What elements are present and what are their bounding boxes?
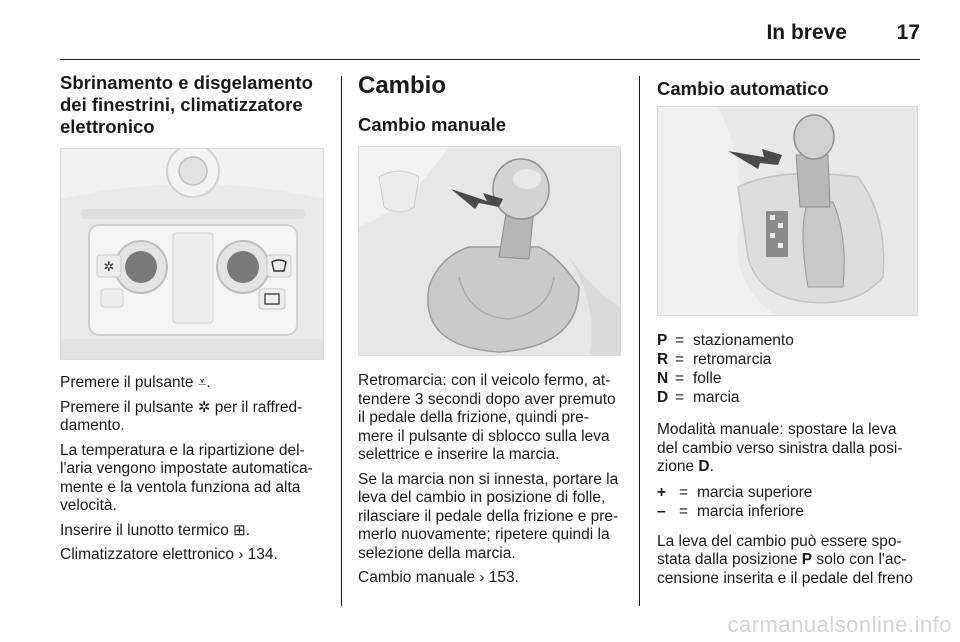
legend-row-d <box>657 388 920 407</box>
page-number: 17 <box>896 21 920 44</box>
text-line <box>657 458 920 477</box>
gear-position-legend <box>657 331 920 407</box>
column-divider-2 <box>639 76 640 606</box>
section-title: In breve <box>766 21 847 44</box>
text-line: tendere 3 secondi dopo aver premuto <box>358 390 616 408</box>
heading-line: elettronico <box>60 116 155 137</box>
text-span: zione <box>657 458 699 475</box>
manual-gearbox-subheading: Cambio manuale <box>358 114 507 135</box>
text-span: Inserire il lunotto termico <box>60 521 234 539</box>
legend-eq: = <box>679 502 689 520</box>
legend-text: marcia superiore <box>697 483 813 501</box>
page-header <box>0 0 960 60</box>
legend-key: P <box>657 332 668 349</box>
manual-gear-lever-illustration <box>358 146 621 356</box>
minus-icon: – <box>657 502 666 520</box>
gearbox-heading: Cambio <box>358 72 447 99</box>
gear-not-engaged-para <box>358 471 624 564</box>
automatic-gearbox-text <box>657 331 920 594</box>
text-span: . <box>709 458 714 475</box>
page-reference-link[interactable]: 153. <box>488 569 519 586</box>
climate-para-5 <box>60 546 326 565</box>
text-line: Retromarcia: con il veicolo fermo, at- <box>358 372 611 389</box>
manual-mode-legend <box>657 483 920 521</box>
climate-heading <box>60 72 326 138</box>
text-line: l'aria vengono impostate automatica- <box>60 460 313 477</box>
heading-line: dei finestrini, climatizzatore <box>60 94 303 115</box>
text-line: Modalità manuale: spostare la leva <box>657 421 897 438</box>
text-span: Cambio manuale <box>358 569 480 586</box>
text-line: Se la marcia non si innesta, portare la <box>358 470 619 488</box>
climate-para-1 <box>60 374 326 393</box>
automatic-gear-lever-illustration <box>657 106 918 316</box>
text-span: damento. <box>60 417 125 434</box>
heading-line: Sbrinamento e disgelamento <box>60 72 313 93</box>
page-reference-link[interactable]: 134. <box>247 546 278 563</box>
park-release-para <box>657 533 920 589</box>
reverse-gear-para <box>358 372 624 465</box>
gear-letter: D <box>698 458 710 475</box>
legend-row-minus <box>657 502 920 521</box>
text-line: selettrice e inserire la marcia. <box>358 446 560 463</box>
legend-key: D <box>657 389 669 406</box>
text-span: . <box>245 521 251 539</box>
legend-row-p <box>657 331 920 350</box>
text-line: selezione della marcia. <box>358 544 516 562</box>
gear-letter: P <box>801 551 813 568</box>
legend-eq: = <box>675 332 685 349</box>
climate-text <box>60 374 326 571</box>
climate-para-4 <box>60 522 326 541</box>
plus-icon: + <box>657 483 667 501</box>
text-line: mere il pulsante di sblocco sulla leva <box>358 427 610 445</box>
climate-control-illustration <box>60 148 324 360</box>
watermark: carmanualsonline.info <box>727 612 952 637</box>
legend-key: N <box>657 370 669 387</box>
text-line: merlo nuovamente; ripetere quindi la <box>358 526 610 543</box>
text-span: Premere il pulsante <box>60 398 198 416</box>
legend-text: marcia <box>693 389 740 406</box>
manual-mode-para <box>657 421 920 477</box>
legend-eq: = <box>679 483 689 501</box>
legend-text: stazionamento <box>693 332 794 349</box>
text-line: mente e la ventola funziona ad alta <box>60 478 301 496</box>
legend-key: R <box>657 351 669 368</box>
legend-eq: = <box>675 370 685 387</box>
climate-para-2 <box>60 399 326 436</box>
snowflake-icon: ✲ <box>197 398 211 416</box>
automatic-gearbox-heading: Cambio automatico <box>657 78 829 99</box>
text-line: censione inserita e il pedale del freno <box>657 569 913 587</box>
legend-row-r <box>657 350 920 369</box>
text-line <box>657 551 920 570</box>
text-line: La temperatura e la ripartizione del- <box>60 441 305 459</box>
legend-text: folle <box>693 370 722 387</box>
legend-text: retromarcia <box>693 351 772 368</box>
legend-row-plus <box>657 483 920 502</box>
column-automatic-gearbox <box>657 72 920 100</box>
manual-gearbox-reference <box>358 569 624 588</box>
legend-eq: = <box>675 389 685 406</box>
column-manual-gearbox <box>358 72 624 136</box>
text-span: Premere il pulsante <box>60 374 198 391</box>
text-line: del cambio verso sinistra dalla posi- <box>657 439 903 457</box>
header-divider <box>60 59 920 60</box>
text-line: rilasciare il pedale della frizione e pre- <box>358 507 619 525</box>
text-span: stata dalla posizione <box>657 551 802 568</box>
legend-row-n <box>657 369 920 388</box>
rear-window-heater-icon: ⊞ <box>233 521 246 539</box>
windshield-defrost-icon: ⩡ <box>197 374 207 391</box>
text-line: La leva del cambio può essere spo- <box>657 532 902 550</box>
text-span: solo con l'ac- <box>812 551 907 568</box>
text-span: Climatizzatore elettronico <box>60 546 239 563</box>
reference-arrow-icon: › <box>479 569 485 586</box>
svg-text:✲: ✲ <box>103 260 115 275</box>
legend-text: marcia inferiore <box>697 502 804 520</box>
column-divider-1 <box>341 76 342 606</box>
text-line: leva del cambio in posizione di folle, <box>358 489 606 506</box>
text-line: il pedale della frizione, quindi pre- <box>358 409 589 426</box>
column-climate <box>60 72 326 138</box>
manual-gearbox-text <box>358 372 624 594</box>
text-span: . <box>206 374 211 391</box>
climate-para-3 <box>60 442 326 516</box>
legend-eq: = <box>675 351 685 368</box>
text-line: velocità. <box>60 497 117 514</box>
text-span: per il raffred- <box>210 398 303 416</box>
reference-arrow-icon: › <box>238 546 244 563</box>
